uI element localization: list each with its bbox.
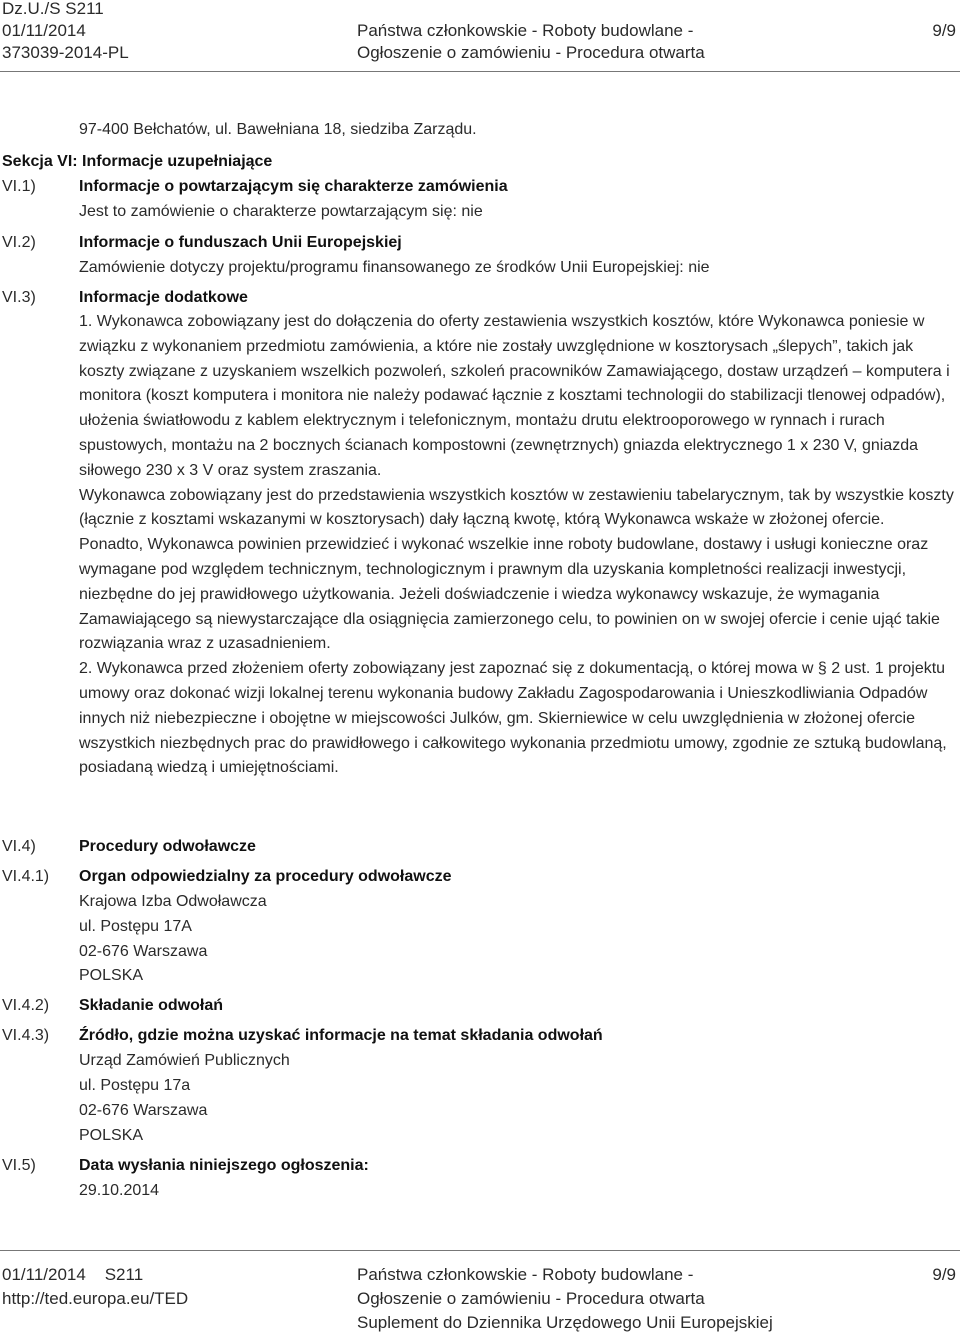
header-date: 01/11/2014 [2, 21, 86, 40]
section-number: VI.4.2) [2, 997, 50, 1014]
info-source-name: Urząd Zamówień Publicznych [79, 1052, 290, 1069]
header-journal-ref: Dz.U./S S211 [2, 0, 104, 18]
section-text: Zamówienie dotyczy projektu/programu finansowanego ze środków Unii Europejskiej: nie [79, 259, 710, 276]
section-number: VI.4.1) [2, 868, 50, 885]
section-heading: Data wysłania niniejszego ogłoszenia: [79, 1157, 369, 1174]
section-heading: Organ odpowiedzialny za procedury odwoławcze [79, 868, 452, 885]
page-header [0, 0, 960, 72]
additional-info-paragraph: Wykonawca zobowiązany jest do przedstawienia wszystkich kosztów w zestawieniu tabelarycznym, tak by wszystkie koszty (łącznie z kosztami wskazanymi w kosztorysach) dały łączną kwotę, którą Wykonawca wskaże w złożonej ofercie. [79, 486, 954, 529]
info-source-country: POLSKA [79, 1127, 144, 1144]
section-heading: Informacje o powtarzającym się charakterze zamówienia [79, 178, 508, 195]
section-heading: Procedury odwoławcze [79, 838, 256, 855]
header-title-line1: Państwa członkowskie - Roboty budowlane - [357, 21, 694, 40]
section-text: Jest to zamówienie o charakterze powtarzającym się: nie [79, 203, 483, 220]
footer-title-line1: Państwa członkowskie - Roboty budowlane - [357, 1265, 694, 1284]
appeal-body-name: Krajowa Izba Odwoławcza [79, 893, 267, 910]
footer-page-number: 9/9 [932, 1265, 956, 1284]
additional-info-paragraph: Ponadto, Wykonawca powinien przewidzieć i wykonać wszelkie inne roboty budowlane, dostawy i usługi konieczne oraz wymagane pod względem technicznym, technologicznym i prawnym dla uzyskania kompletności realizacji inwestycji, niezbędne do jej prawidłowego użytkowania. Jeżeli doświadczenie i wiedza wykonawcy wskazuje, że wymagania Zamawiającego są niewystarczające dla osiągnięcia zamierzonego celu, to powinien on w swojej ofercie i cenie ująć takie rozwiązania wraz z uzasadnieniem. [79, 536, 940, 653]
dispatch-date: 29.10.2014 [79, 1182, 160, 1199]
header-page-number: 9/9 [932, 21, 956, 40]
additional-info-paragraph: 2. Wykonawca przed złożeniem oferty zobowiązany jest zapoznać się z dokumentacją, o której mowa w § 2 ust. 1 projektu umowy oraz dokonać wizji lokalnej terenu wykonania budowy Zakładu Zagospodarowania i Unieszkodliwiania Odpadów innych niż niebezpieczne i obojętne w miejscowości Julków, gm. Skierniewice w celu uwzględnienia w złożonej ofercie wszystkich niezbędnych prac do prawidłowego i całkowitego wykonania przedmiotu umowy, zgodnie ze sztuką budowlaną, posiadaną wiedzą i umiejętnościami. [79, 660, 947, 777]
additional-info-body [79, 310, 957, 781]
page-footer [0, 1250, 960, 1334]
section-number: VI.4) [2, 838, 36, 855]
appeal-body-country: POLSKA [79, 967, 144, 984]
section-number: VI.3) [2, 289, 36, 306]
additional-info-paragraph: 1. Wykonawca zobowiązany jest do dołączenia do oferty zestawienia wszystkich kosztów, które Wykonawca poniesie w związku z wykonaniem przedmiotu zamówienia, a które nie zostały uwzględnione w kosztorysach „ślepych”, takich jak koszty związane z uzyskaniem wszelkich pozwoleń, szkoleń pracowników Zamawiającego, dostaw urządzeń – komputera i monitora (koszt komputera i monitora nie należy podawać łącznie z kosztami technologii do stabilizacji tlenowej odpadów), ułożenia światłowodu z kablem elektrycznym i telefonicznym, montażu drutu elektrooporowego w rynnach i rurach spustowych, montażu na 2 bocznych ścianach kompostowni (zewnętrznych) gniazda elektrycznego 1 x 230 V, gniazda siłowego 230 x 3 V oraz system zraszania. [79, 313, 950, 479]
info-source-city: 02-676 Warszawa [79, 1102, 208, 1119]
section-heading: Składanie odwołań [79, 997, 224, 1014]
section-number: VI.2) [2, 234, 36, 251]
header-notice-id: 373039-2014-PL [2, 43, 129, 62]
section-heading: Informacje o funduszach Unii Europejskiej [79, 234, 402, 251]
appeal-body-street: ul. Postępu 17A [79, 918, 192, 935]
appeal-body-city: 02-676 Warszawa [79, 943, 208, 960]
section-heading: Informacje dodatkowe [79, 289, 248, 306]
info-source-street: ul. Postępu 17a [79, 1077, 191, 1094]
header-title-line2: Ogłoszenie o zamówieniu - Procedura otwarta [357, 43, 705, 62]
footer-url: http://ted.europa.eu/TED [2, 1289, 189, 1308]
footer-supplement: Suplement do Dziennika Urzędowego Unii Europejskiej [357, 1313, 773, 1332]
section-number: VI.4.3) [2, 1027, 50, 1044]
section-number: VI.1) [2, 178, 36, 195]
footer-date-issue: 01/11/2014 S211 [2, 1265, 144, 1284]
footer-title-line2: Ogłoszenie o zamówieniu - Procedura otwarta [357, 1289, 705, 1308]
section-number: VI.5) [2, 1157, 36, 1174]
section-heading: Źródło, gdzie można uzyskać informacje na temat składania odwołań [79, 1027, 603, 1044]
